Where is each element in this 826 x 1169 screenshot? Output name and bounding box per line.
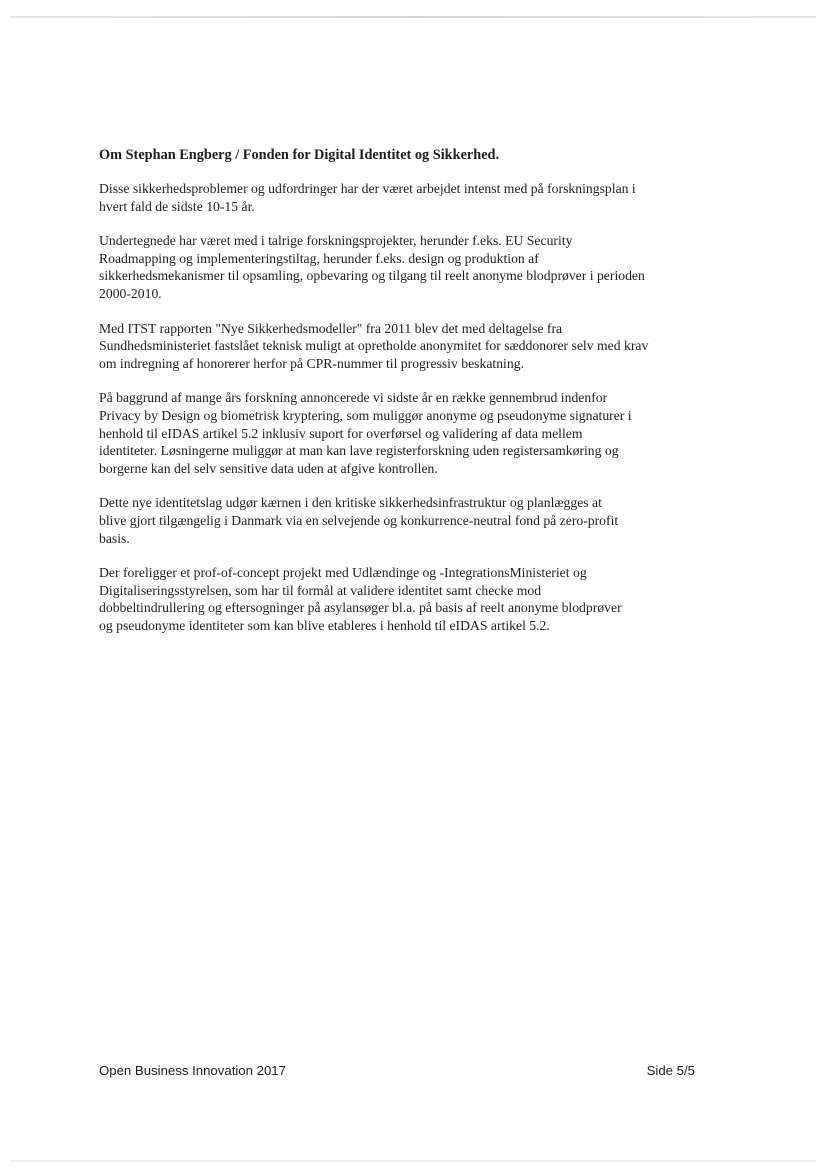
paragraph [99, 494, 714, 547]
text-line: basis. [99, 530, 130, 546]
text-line: henhold til eIDAS artikel 5.2 inklusiv suport for overførsel og validering af data mellem [99, 425, 583, 441]
text-line: blive gjort tilgængelig i Danmark via en selvejende og konkurrence-neutral fond på zero-profit [99, 512, 619, 528]
footer-page-number: Side 5/5 [646, 1063, 695, 1078]
text-line: hvert fald de sidste 10-15 år. [99, 198, 255, 214]
text-line: Dette nye identitetslag udgør kærnen i den kritiske sikkerhedsinfrastruktur og planlægges at [99, 495, 602, 511]
text-line: 2000-2010. [99, 285, 162, 301]
text-line: Sundhedsministeriet fastslået teknisk muligt at opretholde anonymitet for sæddonorer selv med krav [99, 338, 649, 354]
text-line: På baggrund af mange års forskning annoncerede vi sidste år en række gennembrud indenfor [99, 390, 608, 406]
scan-edge-top [10, 16, 816, 18]
paragraph [99, 232, 714, 302]
footer-left: Open Business Innovation 2017 [99, 1063, 286, 1078]
text-line: sikkerhedsmekanismer til opsamling, opbevaring og tilgang til reelt anonyme blodprøver i perioden [99, 268, 645, 284]
text-line: identiteter. Løsningerne muliggør at man kan lave registerforskning uden registersamkøring og [99, 443, 619, 459]
text-line: Disse sikkerhedsproblemer og udfordringer har der været arbejdet intenst med på forskningsplan i [99, 181, 636, 196]
text-line: Undertegnede har været med i talrige forskningsprojekter, herunder f.eks. EU Security [99, 233, 573, 249]
paragraph-list [99, 180, 714, 634]
text-line: Roadmapping og implementeringstiltag, herunder f.eks. design og produktion af [99, 250, 539, 266]
text-line: borgerne kan del selv sensitive data uden at afgive kontrollen. [99, 460, 438, 476]
paragraph [99, 180, 714, 215]
text-line: Der foreligger et prof-of-concept projekt med Udlændinge og -IntegrationsMinisteriet og [99, 565, 587, 581]
paragraph [99, 389, 714, 477]
text-line: Privacy by Design og biometrisk kryptering, som muliggør anonyme og pseudonyme signaturer i [99, 407, 632, 423]
document-heading: Om Stephan Engberg / Fonden for Digital Identitet og Sikkerhed. [99, 147, 500, 163]
paragraph [99, 564, 714, 634]
text-line: Med ITST rapporten "Nye Sikkerhedsmodeller" fra 2011 blev det med deltagelse fra [99, 320, 563, 336]
document-body [99, 146, 714, 651]
text-line: og pseudonyme identiteter som kan blive etableres i henhold til eIDAS artikel 5.2. [99, 617, 550, 633]
text-line: Digitaliseringsstyrelsen, som har til formål at validere identitet samt checke mod [99, 582, 542, 598]
paragraph [99, 320, 714, 373]
text-line: dobbeltindrullering og eftersogninger på asylansøger bl.a. på basis af reelt anonyme blodprøver [99, 600, 622, 616]
text-line: om indregning af honorerer herfor på CPR-nummer til progressiv beskatning. [99, 355, 524, 371]
scan-edge-bottom [10, 1160, 816, 1162]
